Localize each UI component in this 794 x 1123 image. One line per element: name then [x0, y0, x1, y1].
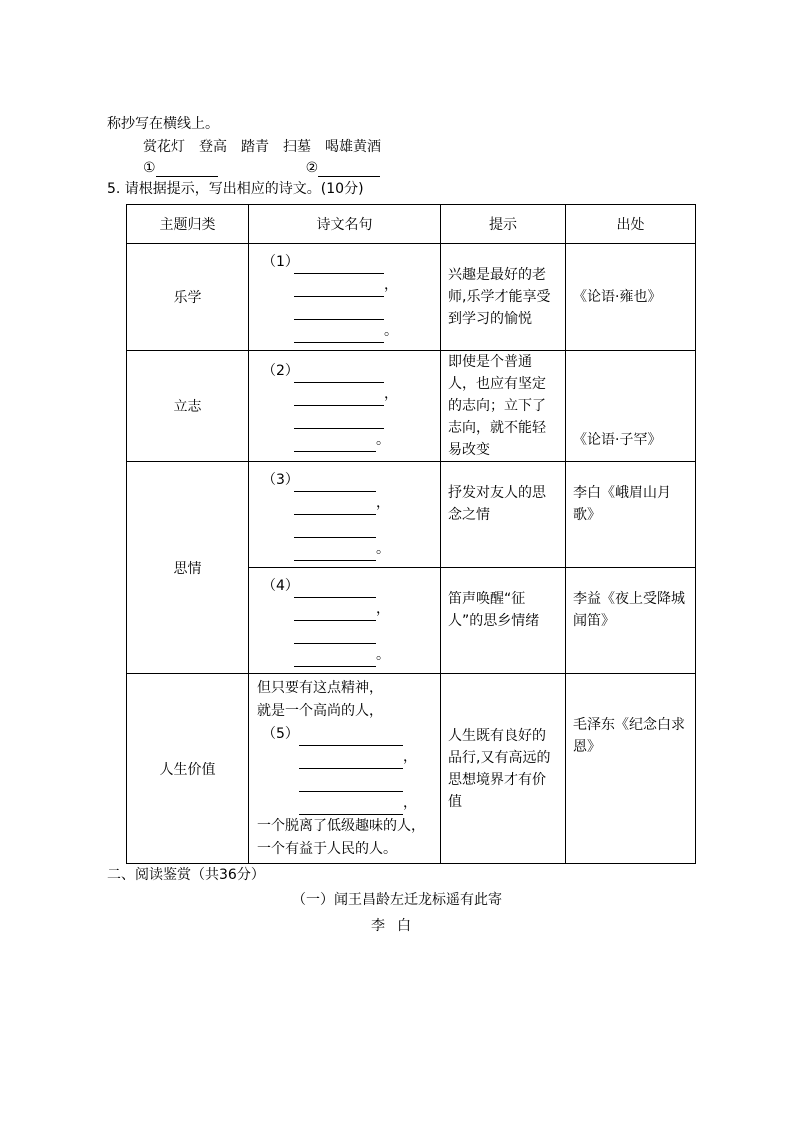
category-cell: 思情: [127, 462, 249, 674]
punctuation: 。: [376, 646, 390, 663]
header-cell: 主题归类: [127, 205, 249, 244]
answer-blank[interactable]: [294, 628, 376, 644]
answer-blank[interactable]: [294, 545, 376, 561]
instruction-text: 称抄写在横线上。: [107, 116, 219, 132]
source-cell: 李白《峨眉山月歌》: [566, 462, 696, 568]
verse-cell: [249, 462, 441, 568]
table-row: [127, 244, 696, 351]
verse-cell: [249, 568, 441, 674]
header-cell: 出处: [566, 205, 696, 244]
slot-marker: ①: [143, 160, 156, 176]
section-2-heading: 二、阅读鉴赏（共36分）: [107, 867, 265, 883]
answer-blank[interactable]: [294, 413, 384, 429]
hint-cell: 抒发对友人的思念之情: [441, 462, 566, 568]
option-item: 赏花灯: [143, 139, 185, 155]
verse-text: 但只要有这点精神，: [257, 679, 383, 696]
punctuation: 。: [376, 540, 390, 557]
answer-blank[interactable]: [299, 799, 403, 815]
poem-table: [126, 204, 696, 864]
table-header-row: [127, 205, 696, 244]
table-row: [127, 674, 696, 864]
answer-slots: [143, 159, 406, 177]
verse-text: 就是一个高尚的人，: [257, 702, 383, 719]
answer-blank[interactable]: [294, 258, 384, 274]
category-cell: 人生价值: [127, 674, 249, 864]
slot-marker: ②: [305, 160, 319, 176]
header-cell: 提示: [441, 205, 566, 244]
answer-blank[interactable]: [299, 730, 403, 746]
option-item: 喝雄黄酒: [325, 139, 381, 155]
option-item: 登高: [199, 139, 227, 155]
hint-cell: 笛声唤醒“征人”的思乡情绪: [441, 568, 566, 674]
option-item: 踏青: [241, 139, 269, 155]
answer-blank[interactable]: [294, 304, 384, 320]
question-5-title: 5. 请根据提示，写出相应的诗文。(10分): [107, 181, 364, 197]
answer-blank[interactable]: [294, 367, 384, 383]
source-cell: 李益《夜上受降城闻笛》: [566, 568, 696, 674]
verse-cell: [249, 674, 441, 864]
source-cell: 《论语·雍也》: [566, 244, 696, 351]
answer-blank[interactable]: [294, 281, 384, 297]
item-number: （3）: [262, 471, 299, 488]
answer-blank[interactable]: [294, 499, 376, 515]
answer-blank[interactable]: [299, 776, 403, 792]
answer-blank[interactable]: [294, 582, 376, 598]
punctuation: ，: [403, 748, 417, 765]
item-number: （5）: [262, 725, 299, 742]
category-cell: 乐学: [127, 244, 249, 351]
answer-blank[interactable]: [299, 753, 403, 769]
verse-cell: [249, 351, 441, 462]
option-item: 扫墓: [283, 139, 311, 155]
punctuation: ，: [384, 386, 398, 402]
verse-text: 一个脱离了低级趣味的人，: [257, 817, 425, 834]
source-cell: 毛泽东《纪念白求恩》: [566, 674, 696, 864]
answer-blank[interactable]: [294, 651, 376, 667]
answer-blank[interactable]: [294, 327, 384, 343]
answer-blank[interactable]: [156, 162, 218, 177]
punctuation: ，: [376, 494, 390, 511]
header-cell: 诗文名句: [249, 205, 441, 244]
item-number: （1）: [262, 254, 299, 270]
punctuation: ，: [403, 794, 417, 811]
answer-blank[interactable]: [294, 476, 376, 492]
hint-cell: 即使是个普通人，也应有坚定的志向；立下了志向，就不能轻易改变: [441, 351, 566, 462]
table-row: [127, 462, 696, 568]
verse-text: 一个有益于人民的人。: [257, 840, 397, 857]
item-number: （4）: [262, 577, 299, 594]
answer-blank[interactable]: [294, 436, 376, 452]
category-cell: 立志: [127, 351, 249, 462]
verse-cell: [249, 244, 441, 351]
answer-blank[interactable]: [294, 390, 384, 406]
answer-blank[interactable]: [318, 162, 380, 177]
poem-author: 李白: [371, 918, 423, 934]
poem-title: （一）闻王昌龄左迁龙标遥有此寄: [292, 892, 502, 908]
table-row: [127, 351, 696, 462]
festival-options: [143, 138, 395, 156]
hint-cell: 兴趣是最好的老师,乐学才能享受到学习的愉悦: [441, 244, 566, 351]
item-number: （2）: [262, 363, 299, 379]
punctuation: 。: [384, 323, 398, 339]
punctuation: ，: [376, 600, 390, 617]
punctuation: ，: [384, 277, 398, 293]
source-cell: 《论语·子罕》: [566, 351, 696, 462]
hint-cell: 人生既有良好的品行,又有高远的思想境界才有价值: [441, 674, 566, 864]
punctuation: 。: [376, 432, 390, 448]
answer-blank[interactable]: [294, 605, 376, 621]
answer-blank[interactable]: [294, 522, 376, 538]
